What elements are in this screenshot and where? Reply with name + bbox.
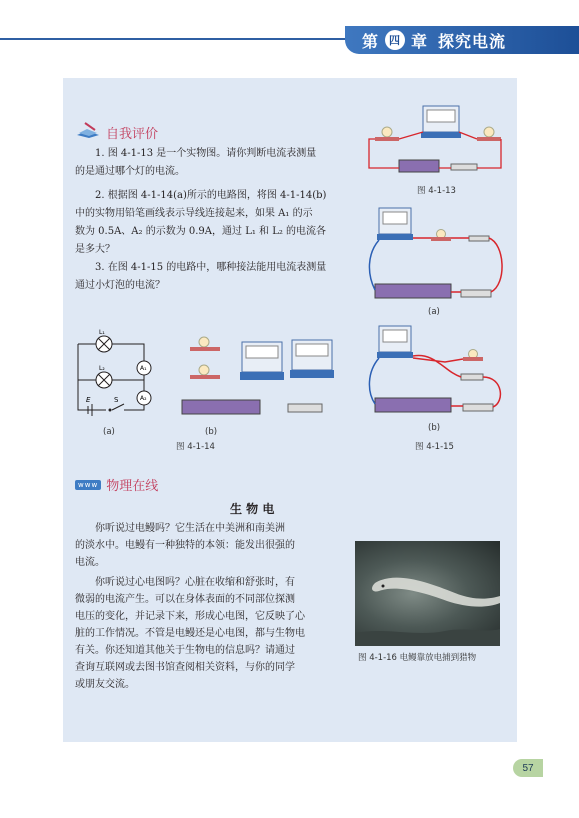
figure-4-1-14a-label: (a) [103,427,115,437]
figure-4-1-15b-label: (b) [428,423,441,433]
question-2-line: 数为 0.5A、A₂ 的示数为 0.9A，通过 L₁ 和 L₂ 的电流各 [75,226,327,237]
label-L1: L₁ [99,329,105,336]
figure-4-1-15a-image [365,204,510,304]
article-line: 电流。 [75,557,105,568]
figure-4-1-14b-label: (b) [205,427,218,437]
question-1-line: 1. 图 4-1-13 是一个实物图。请你判断电流表测量 [95,148,317,159]
figure-4-1-13-caption: 图 4-1-13 [417,186,456,196]
chapter-subject: 探究电流 [438,31,507,51]
label-L2: L₂ [99,365,105,372]
article-line: 有关。你还知道其他关于生物电的信息吗？请通过 [75,645,295,656]
article-line: 脏的工作情况。不管是电鳗还是心电图，都与生物电 [75,628,305,639]
bulb-icon [484,127,494,137]
physics-online-heading [75,475,158,494]
bulb-icon [199,337,209,347]
article-line: 查询互联网或去图书馆查阅相关资料，与你的同学 [75,662,295,673]
article-line: 微弱的电流产生。可以在身体表面的不同部位探测 [75,594,295,605]
article-line: 你听说过心电图吗？心脏在收缩和舒张时，有 [95,577,295,588]
battery-icon [399,160,439,172]
switch-icon [461,290,491,297]
physics-online-title: 物理在线 [106,479,159,494]
battery-icon [375,398,451,412]
question-2 [75,187,360,259]
question-3-line: 3. 在图 4-1-15 的电路中，哪种接法能用电流表测量 [95,262,327,273]
figure-4-1-14a-circuit [70,322,170,422]
chapter-suffix: 章 [411,31,429,51]
chapter-number-badge: 四 [385,30,405,50]
figure-4-1-14-caption: 图 4-1-14 [176,442,215,452]
battery-icon [375,284,451,298]
chapter-prefix: 第 [362,31,380,51]
switch-icon [451,164,477,170]
switch-icon [463,404,493,411]
question-2-line: 是多大？ [75,244,115,255]
bulb-icon [382,127,392,137]
article-paragraph-1 [75,520,345,571]
chapter-header [0,0,579,62]
www-icon: www [75,480,101,490]
article-line: 电压的变化，并记录下来，形成心电图，它反映了心 [75,611,305,622]
chapter-title [362,29,506,51]
label-A2: A₂ [140,395,147,402]
question-2-line: 2. 根据图 4-1-14(a)所示的电路图，将图 4-1-14(b) [95,190,327,201]
question-3 [75,259,360,295]
article-line: 你听说过电鳗吗？它生活在中美洲和南美洲 [95,523,285,534]
label-E: E [86,396,91,404]
self-eval-heading [75,121,158,143]
figure-4-1-13-image [365,102,505,182]
figure-4-1-15a-label: (a) [428,307,440,317]
page-number: 57 [513,759,543,777]
figure-4-1-16-caption: 图 4-1-16 电鳗靠放电捕到猎物 [358,653,477,663]
bulb-icon [199,365,209,375]
battery-icon [182,400,260,414]
self-eval-title: 自我评价 [106,126,159,142]
figure-4-1-14b-components [180,330,355,422]
question-1-line: 的是通过哪个灯的电流。 [75,166,185,177]
electric-eel-photo [355,541,500,646]
book-pencil-icon [75,121,101,143]
question-1 [75,145,360,181]
figure-4-1-15-caption: 图 4-1-15 [415,442,454,452]
article-paragraph-2 [75,574,345,693]
article-line: 或朋友交流。 [75,679,135,690]
question-3-line: 通过小灯泡的电流？ [75,280,165,291]
question-2-line: 中的实物用铅笔画线表示导线连接起来，如果 A₁ 的示 [75,208,313,219]
article-title: 生 物 电 [230,502,275,516]
label-A1: A₁ [140,365,147,372]
figure-4-1-15b-image [365,322,510,422]
switch-icon [288,404,322,412]
header-rule [0,38,395,40]
label-S: S [114,396,119,404]
article-line: 的淡水中。电鳗有一种独特的本领：能发出很强的 [75,540,295,551]
